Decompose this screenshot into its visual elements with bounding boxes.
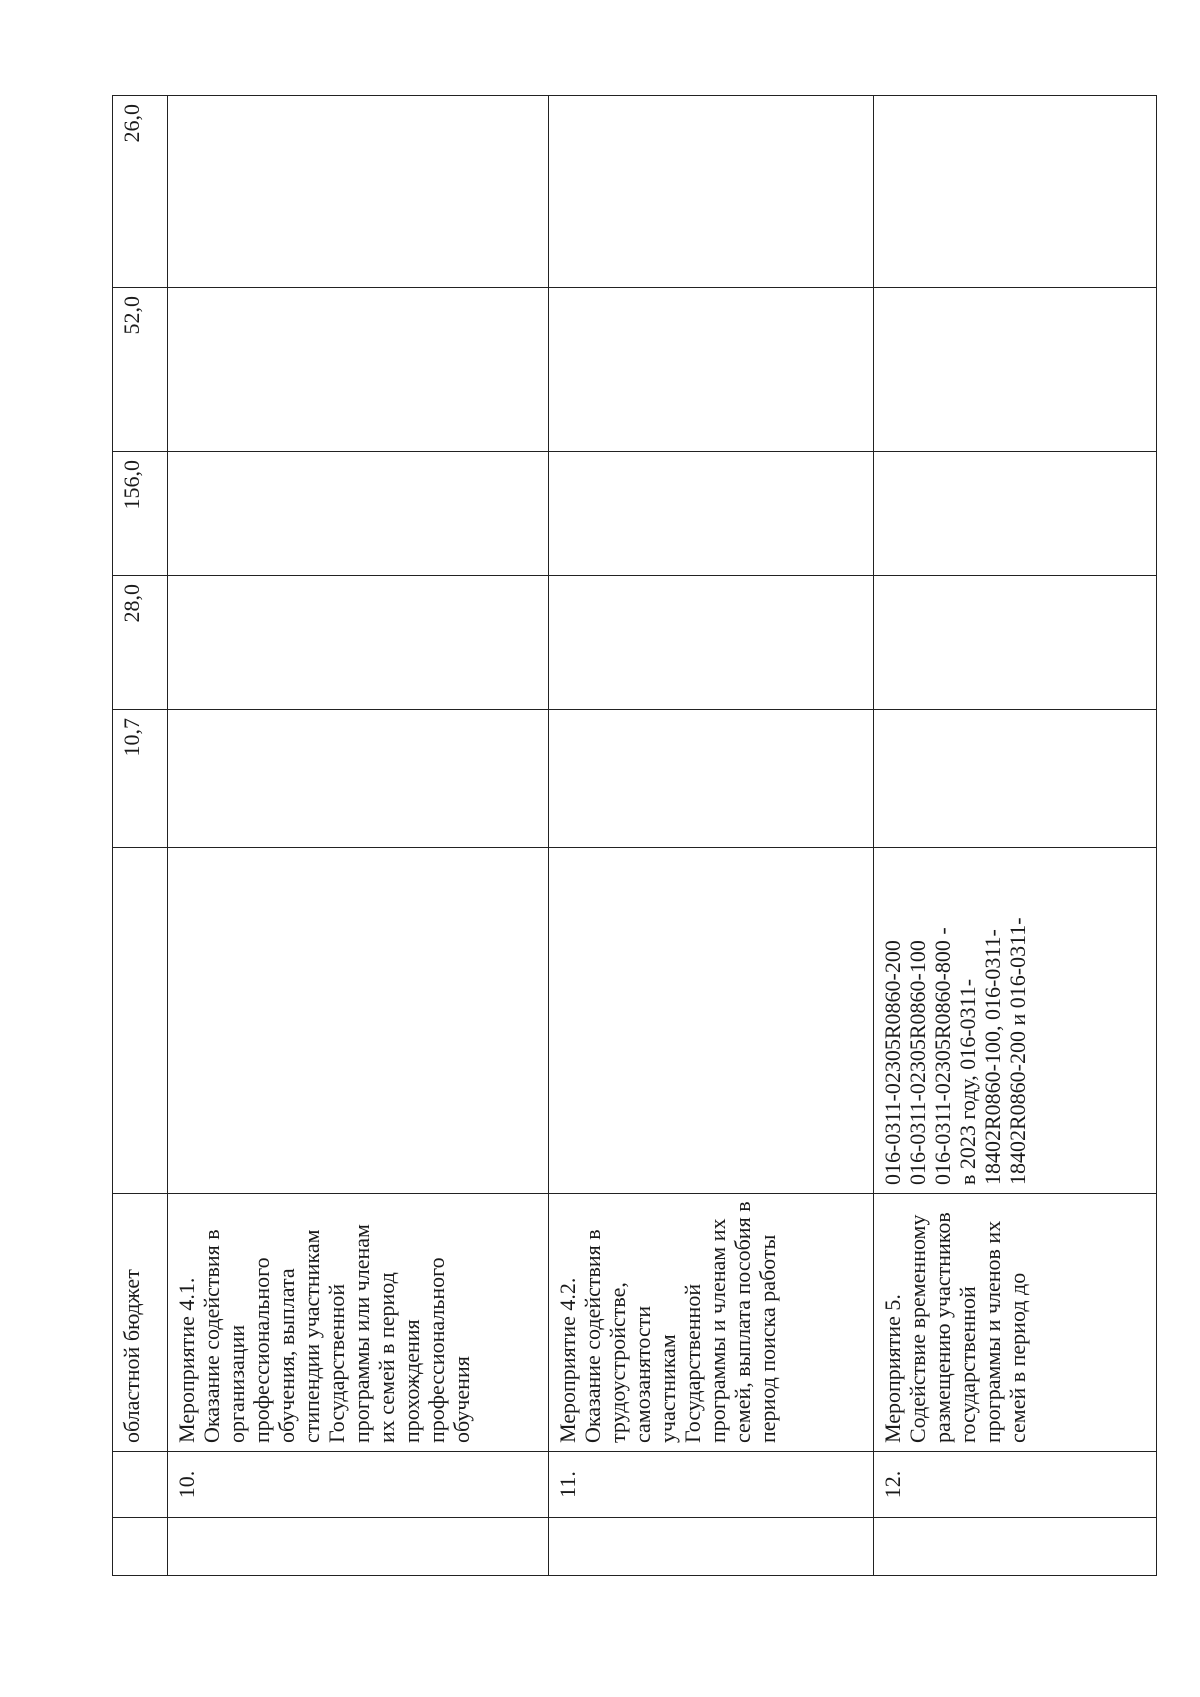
measure-title-line: Оказание содействия в — [199, 1229, 224, 1443]
row-number: 11. — [549, 1452, 874, 1518]
measure-title-line: Мероприятие 4.1. — [174, 1277, 199, 1443]
value-cell — [549, 288, 874, 452]
row-number: 10. — [168, 1452, 549, 1518]
left-margin-cell — [874, 1518, 1157, 1576]
value-cell-5: 26,0 — [113, 96, 168, 288]
budget-code-line: 016-0311-02305R0860-100 — [905, 940, 930, 1185]
value-cell — [874, 452, 1157, 576]
budget-code-line: 016-0311-02305R0860-800 - — [930, 927, 955, 1185]
measure-title-line: семей в период до — [1005, 1272, 1030, 1443]
value-cell — [549, 96, 874, 288]
budget-table — [112, 95, 1157, 1576]
code-cell — [549, 848, 874, 1194]
rotated-table-page — [112, 96, 1112, 1576]
measure-title-line: Содействие временному — [905, 1214, 930, 1443]
left-margin-cell — [168, 1518, 549, 1576]
value-cell — [874, 96, 1157, 288]
budget-code-line: 016-0311-02305R0860-200 — [880, 940, 905, 1185]
measure-title-line: обучения, выплата — [274, 1268, 299, 1443]
value-cell-3: 156,0 — [113, 452, 168, 576]
code-cell — [168, 848, 549, 1194]
measure-title-line: Мероприятие 4.2. — [555, 1277, 580, 1443]
measure-title-line: Оказание содействия в — [580, 1229, 605, 1443]
value-cell — [168, 96, 549, 288]
value-cell — [549, 710, 874, 848]
measure-title-line: самозанятости — [630, 1305, 655, 1443]
table-row-header — [113, 96, 168, 1576]
measure-title-line: организации — [224, 1324, 249, 1443]
value-cell-2: 28,0 — [113, 576, 168, 710]
measure-title-line: программы и членов их — [980, 1220, 1005, 1443]
value-cell — [874, 576, 1157, 710]
measure-title-cell — [168, 1194, 549, 1452]
left-margin-cell — [549, 1518, 874, 1576]
row-number: 12. — [874, 1452, 1157, 1518]
table-row — [549, 96, 874, 1576]
value-cell — [874, 710, 1157, 848]
measure-title-line: профессионального — [249, 1257, 274, 1443]
measure-title-line: программы и членам их — [705, 1218, 730, 1443]
measure-title-line: период поиска работы — [755, 1234, 780, 1443]
measure-title-line: участникам — [655, 1334, 680, 1443]
value-cell-4: 52,0 — [113, 288, 168, 452]
value-cell — [168, 288, 549, 452]
measure-title-line: размещению участников — [930, 1212, 955, 1443]
value-cell — [549, 576, 874, 710]
funding-source-cell: областной бюджет — [113, 1194, 168, 1452]
value-cell-1: 10,7 — [113, 710, 168, 848]
measure-title-line: программы или членам — [349, 1224, 374, 1443]
value-cell — [549, 452, 874, 576]
measure-title-line: прохождения — [399, 1319, 424, 1443]
header-left-margin-cell — [113, 1518, 168, 1576]
measure-title-cell — [549, 1194, 874, 1452]
value-cell — [168, 710, 549, 848]
measure-title-line: трудоустройстве, — [605, 1282, 630, 1443]
header-code-cell — [113, 848, 168, 1194]
budget-code-line: 18402R0860-200 и 016-0311- — [1005, 917, 1030, 1185]
measure-title-line: обучения — [449, 1356, 474, 1443]
value-cell — [874, 288, 1157, 452]
table-row — [874, 96, 1157, 1576]
measure-title-line: их семей в период — [374, 1272, 399, 1443]
budget-code-cell — [874, 848, 1157, 1194]
measure-title-line: государственной — [955, 1286, 980, 1443]
measure-title-line: семей, выплата пособия в — [730, 1201, 755, 1443]
measure-title-cell — [874, 1194, 1157, 1452]
budget-code-line: в 2023 году, 016-0311- — [955, 978, 980, 1185]
measure-title-line: Государственной — [324, 1283, 349, 1443]
budget-code-line: 18402R0860-100, 016-0311- — [980, 929, 1005, 1185]
table-row — [168, 96, 549, 1576]
value-cell — [168, 452, 549, 576]
measure-title-line: профессионального — [424, 1257, 449, 1443]
measure-title-line: стипендии участникам — [299, 1229, 324, 1443]
header-number-cell — [113, 1452, 168, 1518]
value-cell — [168, 576, 549, 710]
measure-title-line: Государственной — [680, 1283, 705, 1443]
measure-title-line: Мероприятие 5. — [880, 1294, 905, 1443]
